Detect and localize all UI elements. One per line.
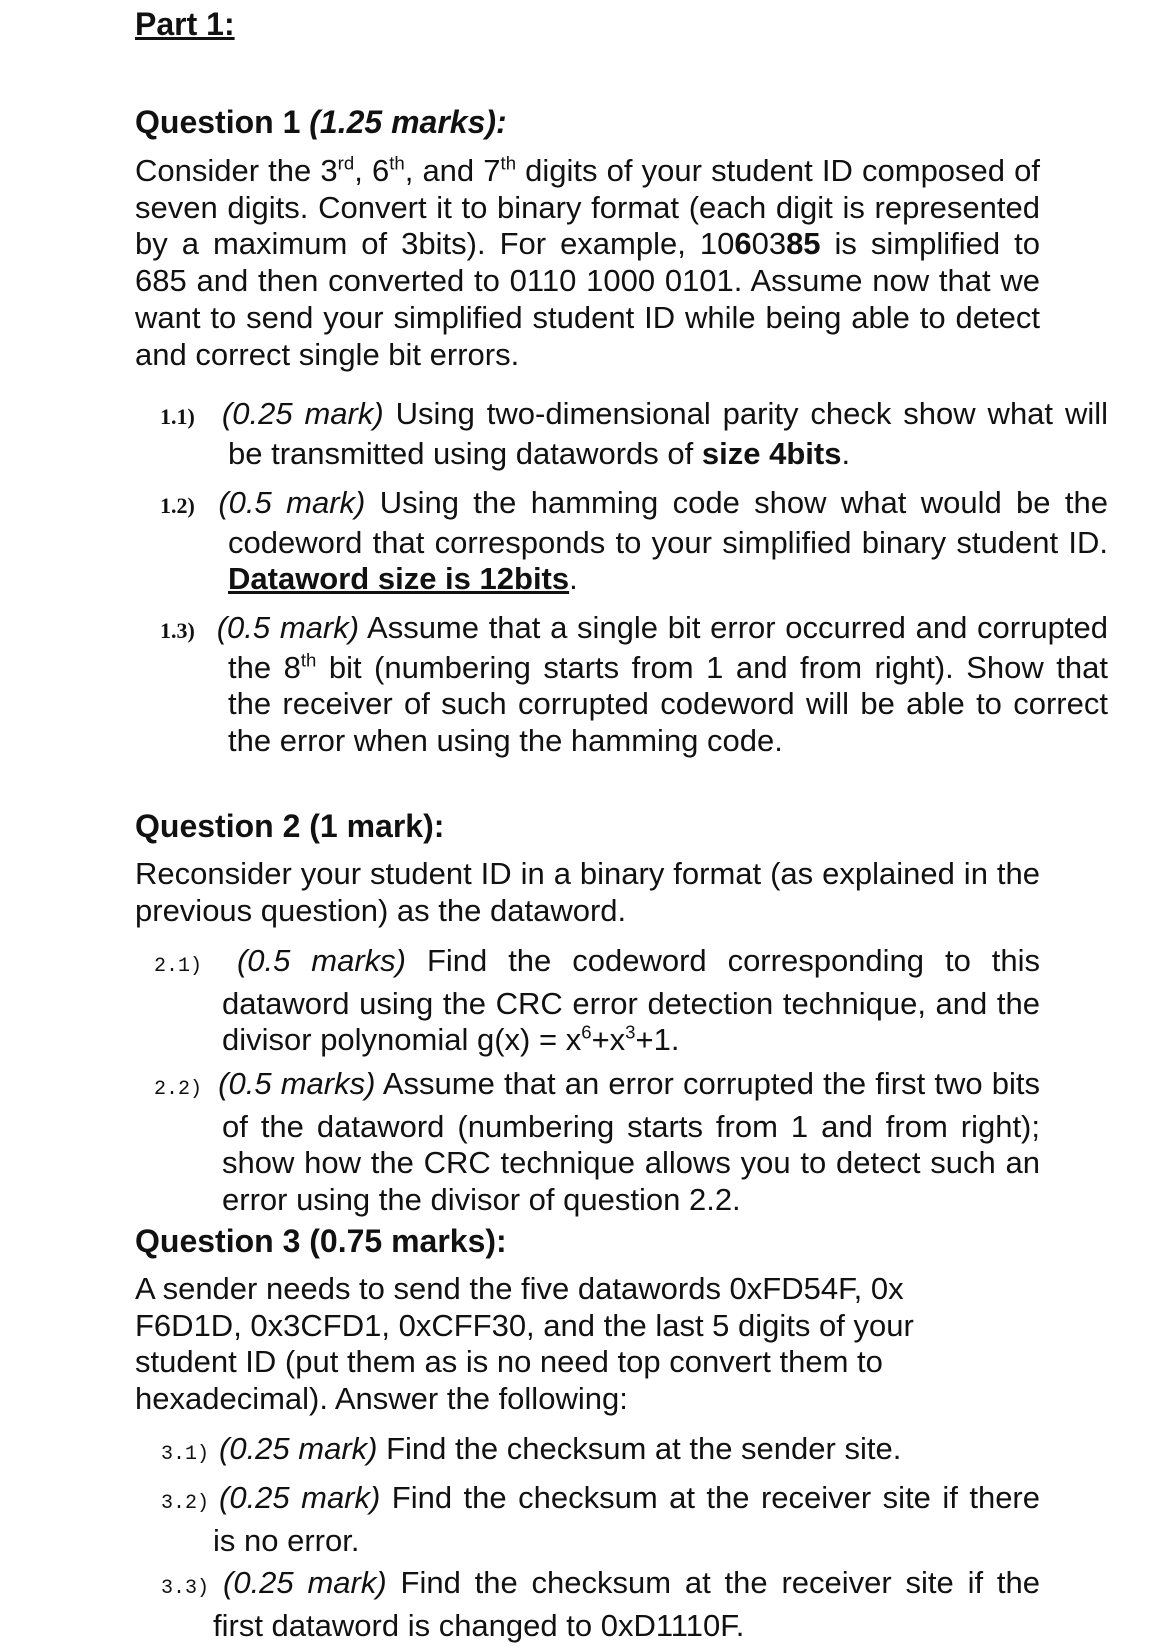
q3-2-text: Find the checksum at the receiver site if there is no error. [213, 1480, 1040, 1558]
question-3-2 [161, 1480, 1040, 1559]
q3-1-marks: (0.25 mark) [219, 1431, 378, 1466]
q1-bold-digit: 6 [734, 226, 752, 262]
question-3-body [135, 1271, 1040, 1418]
question-1-1 [160, 396, 1108, 472]
q3-line-4: hexadecimal). Answer the following: [135, 1381, 628, 1417]
q1-1-text: Using two-dimensional parity check show what will be transmitted using datawords of [228, 396, 1108, 471]
q1-1-number: 1.1) [160, 404, 195, 429]
q1-3-text-b: bit (numbering starts from 1 and from right). Show that the receiver of such corrupted codeword will be able to correct the error when using the hamming code. [228, 649, 1108, 759]
question-1-title: Question 1 [135, 104, 310, 140]
q3-1-number: 3.1) [161, 1443, 210, 1466]
q1-bold-digits: 85 [786, 226, 821, 262]
q2-1-marks: (0.5 marks) [236, 943, 407, 978]
q2-1-sup-1: 6 [581, 1022, 592, 1044]
q1-2-text: Using the hamming code show what would be the codeword that corresponds to your simplified binary student ID. [228, 485, 1108, 560]
question-1-3 [160, 610, 1108, 760]
question-1-heading [135, 104, 507, 141]
q1-1-end: . [841, 435, 851, 471]
question-2-heading: Question 2 (1 mark): [135, 808, 445, 844]
q1-3-text-a: Assume that a single bit error occurred and corrupted the 8 [228, 610, 1108, 685]
q3-line-1: A sender needs to send the five datawords 0xFD54F, 0x [135, 1271, 904, 1306]
q3-3-text: Find the checksum at the receiver site if the first dataword is changed to 0xD1110F. [213, 1565, 1040, 1643]
q2-1-sup-2: 3 [625, 1022, 636, 1044]
q1-text-c: , and 7 [404, 153, 501, 188]
q2-1-text-a: Find the codeword corresponding to this dataword using the CRC error detection technique, and the divisor polynomial g(x) = x [222, 943, 1040, 1058]
q1-1-bold: size 4bits [701, 435, 842, 471]
question-2-body: Reconsider your student ID in a binary format (as explained in the previous question) as the dataword. [135, 856, 1040, 928]
q1-text-f: is simplified to 685 and then converted to 0110 1000 0101. Assume now that we want to send your simplified student ID while being able to detect and correct single bit errors. [135, 226, 1040, 372]
part-title: Part 1: [135, 6, 235, 42]
q2-1-text-c: +1. [635, 1022, 680, 1058]
q1-3-sup: th [300, 649, 317, 671]
q1-text-e: 03 [751, 226, 787, 262]
q1-text-a: Consider the 3 [135, 153, 338, 188]
question-3-heading: Question 3 (0.75 marks): [135, 1223, 507, 1259]
question-2-2 [154, 1066, 1040, 1219]
question-1-body [135, 153, 1040, 373]
q2-2-marks: (0.5 marks) [218, 1066, 376, 1101]
q2-2-number: 2.2) [154, 1078, 203, 1101]
question-2-1 [154, 943, 1040, 1059]
q3-2-marks: (0.25 mark) [219, 1480, 381, 1515]
q1-2-end: . [569, 561, 578, 597]
q1-sup-th-2: th [500, 152, 517, 174]
q1-text-d: digits of your student ID composed of seven digits. Convert it to binary format (each digit is represented by a maximum of 3bits). For example, 10 [135, 153, 1041, 262]
q1-text-b: , 6 [354, 153, 390, 188]
question-1-2 [160, 485, 1108, 598]
q1-2-number: 1.2) [160, 493, 195, 518]
q2-1-text-b: +x [591, 1022, 626, 1058]
q2-1-number: 2.1) [154, 955, 203, 978]
q1-2-underlined: Dataword size is 12bits [228, 561, 570, 597]
q3-3-number: 3.3) [161, 1577, 210, 1600]
q1-sup-rd: rd [337, 152, 355, 174]
q3-2-number: 3.2) [161, 1492, 210, 1515]
question-1-marks: (1.25 marks): [309, 104, 507, 140]
q1-sup-th-1: th [389, 152, 405, 174]
q2-2-text: Assume that an error corrupted the first two bits of the dataword (numbering starts from 1 and from right); show how the CRC technique allows you to detect such an error using the divisor of question 2.2. [222, 1066, 1040, 1218]
q1-3-number: 1.3) [160, 618, 195, 643]
q3-line-2: F6D1D, 0x3CFD1, 0xCFF30, and the last 5 digits of your [135, 1307, 914, 1343]
q1-1-marks: (0.25 mark) [221, 396, 384, 431]
q3-line-3: student ID (put them as is no need top convert them to [135, 1344, 883, 1380]
q3-3-marks: (0.25 mark) [223, 1565, 387, 1600]
q1-2-marks: (0.5 mark) [218, 485, 366, 520]
question-3-1 [161, 1431, 1040, 1474]
q3-1-text: Find the checksum at the sender site. [377, 1431, 902, 1466]
question-3-3 [161, 1565, 1040, 1644]
q1-3-marks: (0.5 mark) [216, 610, 360, 645]
